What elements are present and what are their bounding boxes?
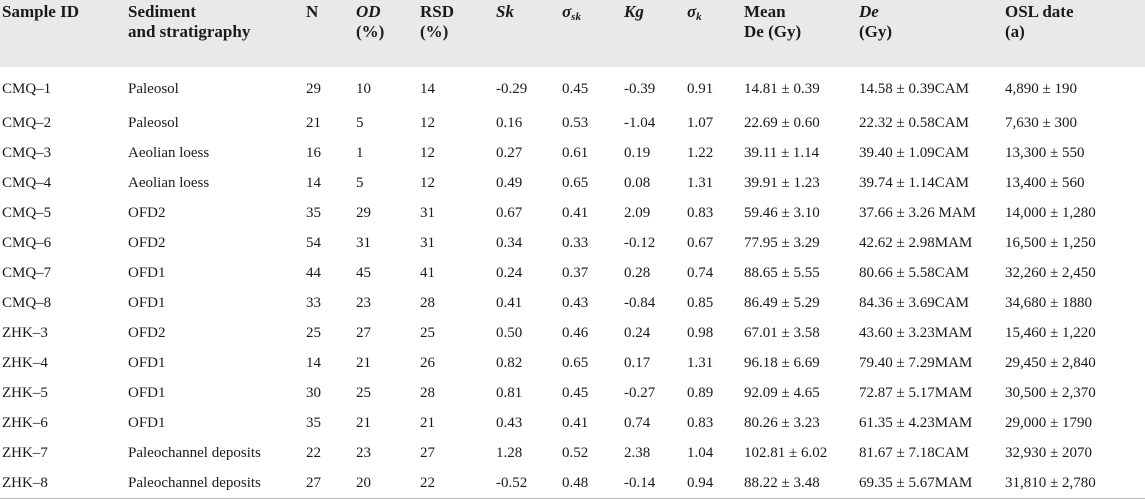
- table-cell: 14,000 ± 1,280: [1005, 204, 1096, 221]
- table-cell: 0.61: [562, 144, 589, 161]
- table-cell: 0.94: [687, 474, 714, 491]
- column-header-text: Sample ID: [2, 2, 79, 21]
- table-cell: 0.27: [496, 144, 523, 161]
- table-cell: 14.58 ± 0.39CAM: [859, 81, 969, 97]
- table-cell: 41: [420, 264, 435, 281]
- table-cell: 80.66 ± 5.58CAM: [859, 264, 969, 281]
- table-cell: 0.37: [562, 264, 589, 281]
- table-cell: 0.16: [496, 114, 523, 131]
- column-header-label: [859, 0, 1005, 22]
- table-cell: 0.34: [496, 234, 523, 251]
- table-cell: 26: [420, 354, 435, 371]
- table-cell: 0.43: [496, 414, 523, 431]
- table-cell: 12: [420, 114, 435, 131]
- table-cell: Aeolian loess: [128, 174, 210, 191]
- table-cell: 25: [306, 324, 321, 341]
- table-row: [0, 198, 1145, 228]
- table-cell: 1.31: [687, 174, 714, 191]
- table-cell: 59.46 ± 3.10: [744, 204, 820, 221]
- table-cell: 96.18 ± 6.69: [744, 354, 820, 371]
- table-row: [0, 168, 1145, 198]
- table-cell: -0.27: [624, 384, 656, 401]
- table-cell: 27: [420, 444, 435, 461]
- table-cell: 23: [356, 294, 371, 311]
- table-cell: -1.04: [624, 114, 656, 131]
- table-cell: CMQ–5: [2, 204, 52, 221]
- table-cell: 33: [306, 294, 321, 311]
- table-cell: 92.09 ± 4.65: [744, 384, 820, 401]
- column-header: [306, 0, 356, 67]
- table-cell: OFD2: [128, 234, 166, 251]
- table-cell: 31,810 ± 2,780: [1005, 474, 1096, 491]
- table-row: [0, 108, 1145, 138]
- table-cell: 0.91: [687, 81, 714, 97]
- table-cell: 0.89: [687, 384, 714, 401]
- table-cell: 30: [306, 384, 321, 401]
- table-cell: ZHK–3: [2, 324, 48, 341]
- table-cell: 37.66 ± 3.26 MAM: [859, 204, 976, 221]
- table-cell: 31: [356, 234, 371, 251]
- table-cell: 32,260 ± 2,450: [1005, 264, 1096, 281]
- table-cell: 1.22: [687, 144, 714, 161]
- table-cell: 77.95 ± 3.29: [744, 234, 820, 251]
- column-header-text: N: [306, 2, 319, 21]
- table-cell: 0.45: [562, 81, 589, 97]
- table-cell: 2.38: [624, 444, 651, 461]
- table-cell: 54: [306, 234, 321, 251]
- column-header-label: [128, 0, 306, 22]
- table-cell: 10: [356, 81, 371, 97]
- column-header: [356, 0, 420, 67]
- table-cell: CMQ–8: [2, 294, 52, 311]
- table-cell: 0.49: [496, 174, 523, 191]
- column-header: [0, 0, 128, 67]
- table-cell: 0.19: [624, 144, 651, 161]
- column-header-subline: (Gy): [859, 22, 893, 41]
- table-cell: 88.65 ± 5.55: [744, 264, 820, 281]
- table-cell: 0.43: [562, 294, 589, 311]
- table-cell: 86.49 ± 5.29: [744, 294, 820, 311]
- table-cell: 23: [356, 444, 371, 461]
- column-header-subline: (a): [1005, 22, 1025, 41]
- table-cell: 88.22 ± 3.48: [744, 474, 820, 491]
- table-cell: Paleosol: [128, 114, 179, 131]
- column-header-text: σ: [687, 2, 697, 21]
- table-cell: 42.62 ± 2.98MAM: [859, 234, 973, 251]
- column-header-text: RSD: [420, 2, 455, 21]
- table-cell: 0.08: [624, 174, 651, 191]
- table-cell: 0.74: [687, 264, 714, 281]
- table-cell: 30,500 ± 2,370: [1005, 384, 1096, 401]
- column-header-subline: and stratigraphy: [128, 22, 251, 41]
- table-row: [0, 288, 1145, 318]
- table-cell: 25: [420, 324, 435, 341]
- table-cell: 0.82: [496, 354, 523, 371]
- table-cell: 21: [420, 414, 435, 431]
- table-cell: CMQ–1: [2, 81, 52, 97]
- table-cell: 0.74: [624, 414, 651, 431]
- table-cell: 0.53: [562, 114, 589, 131]
- column-header-subscript: sk: [571, 11, 581, 23]
- table-cell: 0.67: [687, 234, 714, 251]
- table-cell: 4,890 ± 190: [1005, 81, 1077, 97]
- column-header-subline: (%): [356, 22, 385, 41]
- table-cell: 0.41: [496, 294, 523, 311]
- table-row: [0, 348, 1145, 378]
- table-cell: CMQ–7: [2, 264, 52, 281]
- column-header-label: [420, 0, 496, 22]
- table-cell: 22: [420, 474, 435, 491]
- column-header: [687, 0, 744, 67]
- table-row: [0, 318, 1145, 348]
- table-row: [0, 408, 1145, 438]
- table-cell: 28: [420, 294, 435, 311]
- column-header: [1005, 0, 1145, 67]
- column-header: [624, 0, 687, 67]
- column-header-subscript: k: [696, 11, 702, 23]
- table-cell: 27: [356, 324, 371, 341]
- column-header-label: [2, 0, 128, 22]
- table-cell: 43.60 ± 3.23MAM: [859, 324, 973, 341]
- table-cell: 0.65: [562, 354, 589, 371]
- column-header-label: [687, 0, 744, 27]
- column-header-text: Sk: [496, 2, 514, 21]
- table-cell: 0.67: [496, 204, 523, 221]
- table-cell: 22.69 ± 0.60: [744, 114, 820, 131]
- column-header: [420, 0, 496, 67]
- table-row: [0, 67, 1145, 108]
- table-cell: 22: [306, 444, 321, 461]
- table-cell: Paleochannel deposits: [128, 474, 261, 491]
- table-cell: ZHK–7: [2, 444, 48, 461]
- table-cell: 44: [306, 264, 321, 281]
- table-cell: 0.83: [687, 204, 714, 221]
- column-header-label: [1005, 0, 1145, 22]
- table-cell: 0.17: [624, 354, 651, 371]
- table-cell: 32,930 ± 2070: [1005, 444, 1092, 461]
- column-header-label: [356, 0, 420, 22]
- table-cell: 12: [420, 144, 435, 161]
- table-cell: 0.52: [562, 444, 589, 461]
- table-cell: OFD1: [128, 354, 166, 371]
- table-cell: CMQ–6: [2, 234, 52, 251]
- table-cell: OFD1: [128, 414, 166, 431]
- column-header-label: [744, 0, 859, 22]
- table-cell: 1.04: [687, 444, 714, 461]
- table-cell: 34,680 ± 1880: [1005, 294, 1092, 311]
- table-cell: 20: [356, 474, 371, 491]
- table-cell: -0.14: [624, 474, 656, 491]
- table-cell: OFD1: [128, 264, 166, 281]
- table-cell: 29: [306, 81, 321, 97]
- column-header-text: De: [859, 2, 879, 21]
- column-header-text: Sediment: [128, 2, 196, 21]
- table-cell: 29,000 ± 1790: [1005, 414, 1092, 431]
- table-cell: 21: [356, 354, 371, 371]
- table-cell: 67.01 ± 3.58: [744, 324, 820, 341]
- table-cell: 61.35 ± 4.23MAM: [859, 414, 973, 431]
- table-cell: 84.36 ± 3.69CAM: [859, 294, 969, 311]
- table-cell: 81.67 ± 7.18CAM: [859, 444, 969, 461]
- table-header-row: [0, 0, 1145, 67]
- table-cell: OFD1: [128, 294, 166, 311]
- table-cell: 5: [356, 174, 364, 191]
- table-cell: 5: [356, 114, 364, 131]
- table-cell: 39.91 ± 1.23: [744, 174, 820, 191]
- table-cell: 16: [306, 144, 321, 161]
- table-cell: -0.84: [624, 294, 656, 311]
- column-header-subline: (%): [420, 22, 449, 41]
- table-cell: 1.28: [496, 444, 523, 461]
- column-header-label: [496, 0, 562, 22]
- table-cell: 80.26 ± 3.23: [744, 414, 820, 431]
- column-header-label: [624, 0, 687, 22]
- table-cell: 16,500 ± 1,250: [1005, 234, 1096, 251]
- table-cell: 29,450 ± 2,840: [1005, 354, 1096, 371]
- table-cell: 14: [306, 354, 321, 371]
- table-cell: 0.41: [562, 204, 589, 221]
- table-cell: 1.07: [687, 114, 714, 131]
- table-cell: 22.32 ± 0.58CAM: [859, 114, 969, 131]
- table-cell: 0.24: [624, 324, 651, 341]
- table-row: [0, 438, 1145, 468]
- table-cell: 39.74 ± 1.14CAM: [859, 174, 969, 191]
- table-cell: 102.81 ± 6.02: [744, 444, 828, 461]
- table-cell: 0.24: [496, 264, 523, 281]
- table-cell: 14: [420, 81, 435, 97]
- table-cell: 0.81: [496, 384, 523, 401]
- table-cell: Paleochannel deposits: [128, 444, 261, 461]
- table-cell: 35: [306, 204, 321, 221]
- table-cell: 21: [306, 114, 321, 131]
- table-cell: 0.33: [562, 234, 589, 251]
- table-cell: 0.28: [624, 264, 651, 281]
- table-cell: OFD2: [128, 204, 166, 221]
- table-row: [0, 378, 1145, 408]
- table-cell: ZHK–5: [2, 384, 48, 401]
- table-cell: 13,300 ± 550: [1005, 144, 1085, 161]
- table-cell: 31: [420, 234, 435, 251]
- table-cell: 1.31: [687, 354, 714, 371]
- table-cell: 72.87 ± 5.17MAM: [859, 384, 973, 401]
- column-header: [744, 0, 859, 67]
- table-cell: 0.50: [496, 324, 523, 341]
- table-cell: 39.40 ± 1.09CAM: [859, 144, 969, 161]
- table-cell: -0.12: [624, 234, 656, 251]
- table-body: [0, 67, 1145, 499]
- table-cell: 13,400 ± 560: [1005, 174, 1085, 191]
- table-cell: CMQ–2: [2, 114, 52, 131]
- table-cell: 7,630 ± 300: [1005, 114, 1077, 131]
- table-cell: 0.65: [562, 174, 589, 191]
- table-cell: CMQ–4: [2, 174, 52, 191]
- column-header-text: Mean: [744, 2, 786, 21]
- table-cell: 0.85: [687, 294, 714, 311]
- table-cell: 28: [420, 384, 435, 401]
- table-row: [0, 258, 1145, 288]
- table-cell: 69.35 ± 5.67MAM: [859, 474, 973, 491]
- table-cell: 27: [306, 474, 321, 491]
- column-header-text: OD: [356, 2, 381, 21]
- table-cell: 1: [356, 144, 364, 161]
- table-cell: 35: [306, 414, 321, 431]
- table-cell: 29: [356, 204, 371, 221]
- table-cell: ZHK–6: [2, 414, 48, 431]
- table-cell: 21: [356, 414, 371, 431]
- table-cell: 0.45: [562, 384, 589, 401]
- table-cell: 14: [306, 174, 321, 191]
- table-cell: ZHK–8: [2, 474, 48, 491]
- column-header-text: OSL date: [1005, 2, 1074, 21]
- table-cell: 79.40 ± 7.29MAM: [859, 354, 973, 371]
- column-header: [562, 0, 624, 67]
- table-cell: 14.81 ± 0.39: [744, 81, 820, 97]
- table-cell: -0.52: [496, 474, 528, 491]
- column-header: [128, 0, 306, 67]
- table-cell: 0.98: [687, 324, 714, 341]
- table-cell: 15,460 ± 1,220: [1005, 324, 1096, 341]
- column-header-subline: De (Gy): [744, 22, 802, 41]
- table-cell: 0.46: [562, 324, 589, 341]
- column-header-text: σ: [562, 2, 572, 21]
- table-cell: 0.83: [687, 414, 714, 431]
- table-cell: ZHK–4: [2, 354, 48, 371]
- table-cell: OFD2: [128, 324, 166, 341]
- table-cell: 31: [420, 204, 435, 221]
- column-header-label: [306, 0, 356, 22]
- table-cell: Paleosol: [128, 81, 179, 97]
- table-cell: 39.11 ± 1.14: [744, 144, 820, 161]
- table-cell: 45: [356, 264, 371, 281]
- table-cell: CMQ–3: [2, 144, 52, 161]
- table-cell: -0.39: [624, 81, 656, 97]
- table-cell: 0.41: [562, 414, 589, 431]
- table-cell: 0.48: [562, 474, 589, 491]
- table-row: [0, 468, 1145, 499]
- table-row: [0, 228, 1145, 258]
- table-row: [0, 138, 1145, 168]
- table-cell: OFD1: [128, 384, 166, 401]
- column-header: [859, 0, 1005, 67]
- column-header-label: [562, 0, 624, 27]
- table-cell: 2.09: [624, 204, 651, 221]
- column-header-text: Kg: [624, 2, 644, 21]
- table-cell: 12: [420, 174, 435, 191]
- table-cell: -0.29: [496, 81, 528, 97]
- column-header: [496, 0, 562, 67]
- table-cell: 25: [356, 384, 371, 401]
- table-cell: Aeolian loess: [128, 144, 210, 161]
